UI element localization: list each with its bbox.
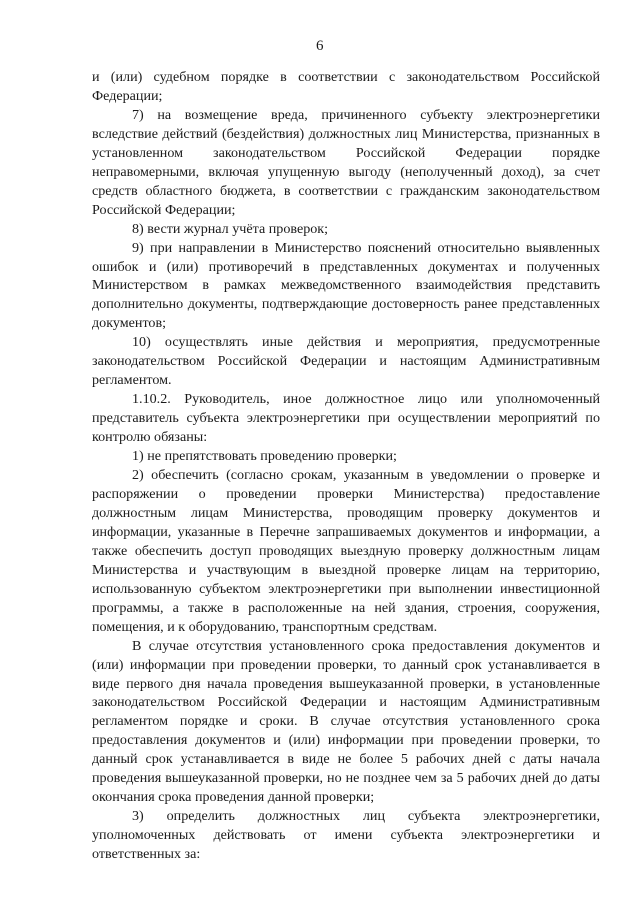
paragraph-deadline-note: В случае отсутствия установленного срока предоставления документов и (или) информации при проведении проверки, то данный срок устанавливается в виде первого дня начала проведения вышеуказанной проверки, в установленные законодательством Российской Федерации и настоящим Административным регламентом порядке и сроки. В случае отсутствия установленного срока предоставления документов и (или) информации при проведении проверки, то данный срок устанавливается в виде не более 5 рабочих дней с даты начала проведения вышеуказанной проверки, но не позднее чем за 5 рабочих дней до даты окончания срока проведения данной проверки; [92,637,600,806]
document-body [92,68,600,864]
paragraph-item-8: 8) вести журнал учёта проверок; [132,220,329,237]
paragraph-continuation: и (или) судебном порядке в соответствии с законодательством Российской Федерации; [92,69,600,104]
paragraph-duty-2: 2) обеспечить (согласно срокам, указанным в уведомлении о проверке и распоряжении о проведении проверки Министерства) предоставление должностным лицам Министерства, проводящим проверку документов и информации, указанные в Перечне запрашиваемых документов и информации, а также обеспечить доступ проводящих выездную проверку должностным лицам Министерства и участвующим в выездной проверке лицам на территорию, использованную субъектом электроэнергетики при выполнении инвестиционной программы, а также в расположенные на ней здания, строения, сооружения, помещения, и к оборудованию, транспортным средствам. [92,467,600,635]
paragraph-section-1-10-2: 1.10.2. Руководитель, иное должностное лицо или уполномоченный представитель субъекта электроэнергетики при осуществлении мероприятий по контролю обязаны: [92,391,600,446]
paragraph-item-7: 7) на возмещение вреда, причиненного субъекту электроэнергетики вследствие действий (бездействия) должностных лиц Министерства, признанных в установленном законодательством Российской Федерации порядке неправомерными, включая упущенную выгоду (неполученный доход), за счет средств областного бюджета, в соответствии с гражданским законодательством Российской Федерации; [92,106,600,218]
page-number: 6 [316,38,324,54]
paragraph-duty-1: 1) не препятствовать проведению проверки; [132,448,397,465]
paragraph-item-9: 9) при направлении в Министерство пояснений относительно выявленных ошибок и (или) противоречий в представленных документах и полученных Министерством в рамках межведомственного взаимодействия представить дополнительно документы, подтверждающие достоверность ранее представленных документов; [92,239,600,332]
paragraph-duty-3: 3) определить должностных лиц субъекта электроэнергетики, уполномоченных действовать от имени субъекта электроэнергетики и ответственных за: [92,808,600,863]
paragraph-item-10: 10) осуществлять иные действия и мероприятия, предусмотренные законодательством Российской Федерации и настоящим Административным регламентом. [92,334,600,389]
